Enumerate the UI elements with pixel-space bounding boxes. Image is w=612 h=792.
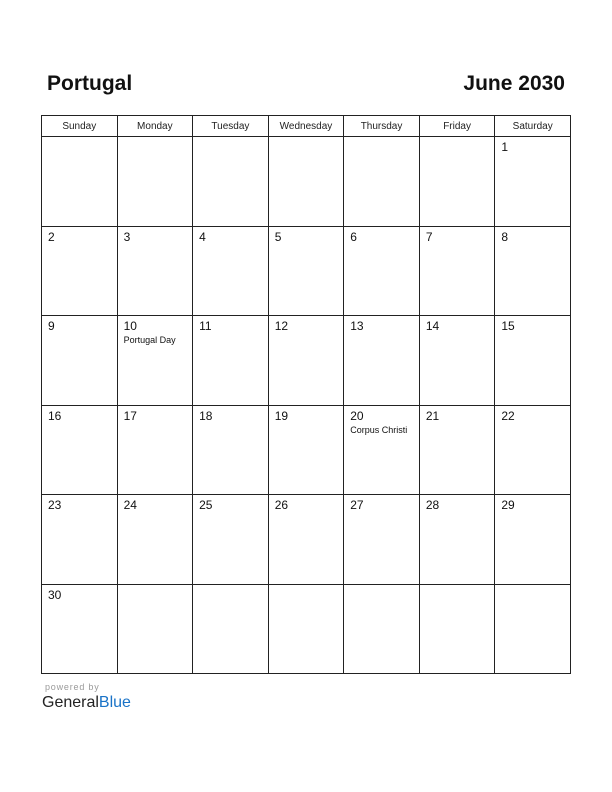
day-cell [344, 226, 420, 316]
day-cell [193, 137, 269, 227]
day-cell [419, 137, 495, 227]
day-cell [419, 226, 495, 316]
day-cell [344, 316, 420, 406]
calendar-body [42, 137, 571, 674]
day-cell [495, 316, 571, 406]
day-cell [495, 226, 571, 316]
day-cell [344, 584, 420, 674]
day-cell [495, 584, 571, 674]
day-cell [268, 137, 344, 227]
day-number: 11 [199, 319, 212, 333]
day-number: 29 [501, 498, 515, 512]
footer [42, 682, 131, 712]
day-cell [117, 316, 193, 406]
weekday-wednesday: Wednesday [268, 116, 344, 137]
day-cell [193, 405, 269, 495]
day-number: 28 [425, 498, 440, 512]
day-cell [419, 316, 495, 406]
brand-logo[interactable] [42, 694, 131, 712]
calendar-grid [41, 115, 571, 674]
day-number: 5 [274, 229, 282, 244]
holiday-label: Portugal Day [123, 335, 176, 345]
day-cell [495, 495, 571, 585]
day-cell [268, 316, 344, 406]
week-row [42, 495, 571, 585]
calendar-header [42, 70, 570, 100]
day-cell [268, 226, 344, 316]
day-cell [193, 226, 269, 316]
day-number: 1 [501, 140, 509, 154]
day-cell [117, 137, 193, 227]
week-row [42, 405, 571, 495]
day-cell [42, 226, 118, 316]
weekday-thursday: Thursday [344, 116, 420, 137]
weekday-friday: Friday [419, 116, 495, 137]
day-number: 9 [48, 319, 55, 333]
day-number: 22 [501, 408, 515, 423]
weekday-sunday: Sunday [42, 116, 118, 137]
weekday-saturday: Saturday [495, 116, 571, 137]
day-cell [344, 405, 420, 495]
day-number: 3 [123, 229, 131, 244]
day-number: 30 [48, 587, 62, 602]
day-cell [495, 137, 571, 227]
day-cell [117, 405, 193, 495]
day-number: 24 [123, 498, 137, 512]
day-cell [117, 584, 193, 674]
day-cell [42, 316, 118, 406]
day-number: 26 [274, 498, 289, 512]
day-number: 12 [274, 319, 289, 333]
day-number: 23 [48, 498, 62, 512]
month-year-title: June 2030 [463, 72, 565, 95]
day-number: 15 [501, 319, 515, 333]
day-cell [117, 495, 193, 585]
week-row [42, 137, 571, 227]
holiday-label: Corpus Christi [350, 424, 408, 435]
day-cell [495, 405, 571, 495]
day-number: 17 [123, 408, 137, 423]
day-number: 18 [199, 408, 213, 423]
day-number: 10 [123, 319, 137, 333]
day-number: 4 [199, 229, 206, 244]
day-cell [268, 405, 344, 495]
day-cell [419, 405, 495, 495]
day-number: 7 [425, 229, 433, 244]
country-title: Portugal [47, 72, 133, 95]
day-cell [419, 495, 495, 585]
day-number: 19 [274, 408, 289, 423]
day-cell [268, 584, 344, 674]
day-cell [344, 495, 420, 585]
day-number: 13 [350, 319, 364, 333]
day-cell [42, 405, 118, 495]
day-number: 14 [425, 319, 440, 333]
day-cell [193, 316, 269, 406]
day-cell [42, 137, 118, 227]
day-cell [268, 495, 344, 585]
day-cell [42, 495, 118, 585]
weekday-header-row [42, 116, 571, 137]
day-cell [344, 137, 420, 227]
week-row [42, 226, 571, 316]
day-cell [193, 495, 269, 585]
day-number: 16 [48, 408, 62, 423]
day-number: 25 [199, 498, 213, 512]
day-number: 20 [350, 408, 364, 423]
week-row [42, 584, 571, 674]
brand-general: General [42, 694, 99, 711]
day-number: 27 [350, 498, 364, 512]
week-row [42, 316, 571, 406]
powered-by-text: powered by [45, 682, 100, 692]
brand-blue: Blue [98, 694, 131, 711]
day-cell [419, 584, 495, 674]
day-number: 6 [350, 229, 357, 244]
weekday-monday: Monday [117, 116, 193, 137]
day-number: 21 [425, 408, 440, 423]
day-cell [117, 226, 193, 316]
day-number: 8 [501, 229, 509, 244]
day-cell [193, 584, 269, 674]
day-number: 2 [48, 229, 55, 244]
weekday-tuesday: Tuesday [193, 116, 269, 137]
day-cell [42, 584, 118, 674]
